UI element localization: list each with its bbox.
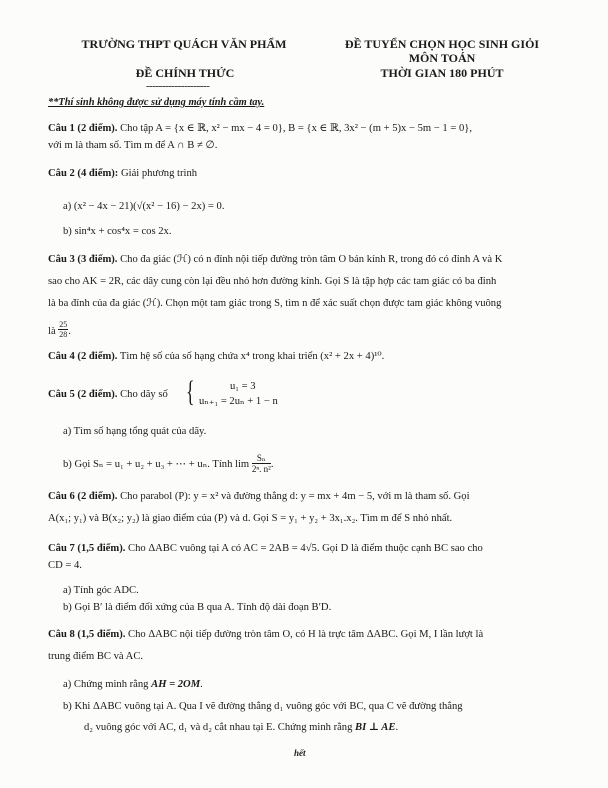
question-7-label: Câu 7 (1,5 điểm). [48, 543, 126, 554]
question-7-part-a: a) Tính góc ADC. [63, 585, 139, 596]
limit-numerator: Sₙ [252, 453, 271, 464]
question-8-line2: trung điểm BC và AC. [48, 651, 144, 662]
question-8-part-a-suffix: . [200, 679, 203, 690]
question-1-line1: Cho tập A = {x ∈ ℝ, x² − mx − 4 = 0}, B = {x ∈ ℝ, 3x² − (m + 5)x − 5m − 1 = 0}, [117, 123, 473, 134]
question-4-text: Tìm hệ số của số hạng chứa x⁴ trong khai triển (x² + 2x + 4)¹⁰. [117, 351, 385, 362]
question-8-part-b-line2 [84, 721, 398, 734]
question-3 [48, 253, 502, 266]
recurrence-line-1: u₁ = 3 [230, 381, 256, 392]
question-5-part-b-prefix: b) Gọi Sₙ = u₁ + u₂ + u₃ + ⋯ + uₙ. Tính lim [63, 458, 250, 470]
question-7-part-b: b) Gọi B′ là điểm đối xứng của B qua A. Tính độ dài đoạn B′D. [63, 602, 332, 613]
question-8-part-b-suffix: . [395, 722, 399, 733]
question-8-label: Câu 8 (1,5 điểm). [48, 629, 126, 640]
calculator-note: **Thí sinh không được sử dụng máy tính cầm tay. [48, 97, 265, 108]
question-8-part-a-prefix: a) Chứng minh rằng [63, 679, 152, 690]
question-6 [48, 490, 470, 503]
question-1-line2: với m là tham số. Tìm m để A ∩ B ≠ ∅. [48, 140, 218, 151]
question-7-line1: Cho ΔABC vuông tại A có AC = 2AB = 4√5. Gọi D là điểm thuộc cạnh BC sao cho [125, 543, 483, 554]
limit-denominator: 2ⁿ. n² [251, 464, 271, 474]
question-5-label: Câu 5 (2 điểm). [48, 389, 118, 400]
school-name: TRƯỜNG THPT QUÁCH VĂN PHẨM [81, 37, 287, 51]
question-5-part-b [63, 454, 274, 475]
question-2-part-b: b) sin⁴x + cos⁴x = cos 2x. [63, 226, 172, 237]
exam-subject: MÔN TOÁN [408, 51, 476, 65]
question-8 [48, 628, 483, 641]
question-5-part-a: a) Tìm số hạng tổng quát của dãy. [63, 426, 207, 437]
exam-duration: THỜI GIAN 180 PHÚT [380, 66, 504, 80]
question-7 [48, 542, 483, 555]
question-1 [48, 122, 472, 135]
recurrence-brace: { [186, 375, 195, 408]
question-3-line4 [48, 322, 71, 341]
question-3-line1: Cho đa giác (ℋ) có n đỉnh nội tiếp đường tròn tâm O bán kính R, trong đó có đỉnh A và K [117, 254, 503, 265]
header-divider: -------------------- [146, 80, 210, 92]
question-8-part-b-line1: b) Khi ΔABC vuông tại A. Qua I vẽ đường thẳng d₁ vuông góc với BC, qua C vẽ đường thẳng [63, 701, 463, 712]
question-4 [48, 350, 384, 363]
recurrence-line-2: uₙ₊₁ = 2uₙ + 1 − n [199, 396, 278, 407]
question-7-line2: CD = 4. [48, 560, 82, 571]
fraction-numerator: 25 [59, 320, 68, 329]
question-8-line1: Cho ΔABC nội tiếp đường tròn tâm O, có H là trực tâm ΔABC. Gọi M, I lần lượt là [125, 629, 484, 640]
question-5 [48, 388, 168, 401]
question-6-line1: Cho parabol (P): y = x² và đường thẳng d: y = mx + 4m − 5, với m là tham số. Gọi [117, 491, 470, 502]
question-3-label: Câu 3 (3 điểm). [48, 254, 118, 265]
question-8-part-b-formula: BI ⊥ AE [355, 722, 396, 733]
limit-fraction [252, 453, 271, 474]
question-3-line4-prefix: là [48, 325, 59, 337]
question-3-line3: là ba đỉnh của đa giác (ℋ). Chọn một tam giác trong S, tìm n để xác suất chọn được tam giác không vuông [48, 298, 502, 309]
question-6-line2: A(x₁; y₁) và B(x₂; y₂) là giao điểm của (P) và d. Gọi S = y₁ + y₂ + 3x₁.x₂. Tìm m để S nhỏ nhất. [48, 513, 453, 524]
end-mark: hết [294, 748, 306, 758]
question-2-text: Giải phương trình [118, 168, 198, 179]
probability-fraction [58, 320, 68, 339]
question-5-text: Cho dãy số [117, 389, 168, 400]
question-5-part-b-suffix: . [270, 458, 274, 470]
question-3-line4-suffix: . [68, 325, 71, 337]
fraction-denominator: 28 [59, 330, 68, 339]
question-1-label: Câu 1 (2 điểm). [48, 123, 118, 134]
question-2-part-a: a) (x² − 4x − 21)(√(x² − 16) − 2x) = 0. [63, 201, 225, 212]
exam-title: ĐỀ TUYỂN CHỌN HỌC SINH GIỎI [344, 37, 540, 51]
question-3-line2: sao cho AK = 2R, các dây cung còn lại đều nhỏ hơn đường kính. Gọi S là tập hợp các tam giác có ba đỉnh [48, 276, 497, 287]
question-2-label: Câu 2 (4 điểm): [48, 168, 119, 179]
question-2 [48, 167, 197, 180]
exam-type: ĐỀ CHÍNH THỨC [135, 66, 235, 80]
question-6-label: Câu 6 (2 điểm). [48, 491, 118, 502]
question-4-label: Câu 4 (2 điểm). [48, 351, 118, 362]
question-8-part-a [63, 678, 203, 691]
question-8-part-b-line2-prefix: d₂ vuông góc với AC, d₁ và d₂ cắt nhau tại E. Chứng minh rằng [84, 722, 356, 733]
question-8-part-a-formula: AH = 2OM [151, 679, 201, 690]
